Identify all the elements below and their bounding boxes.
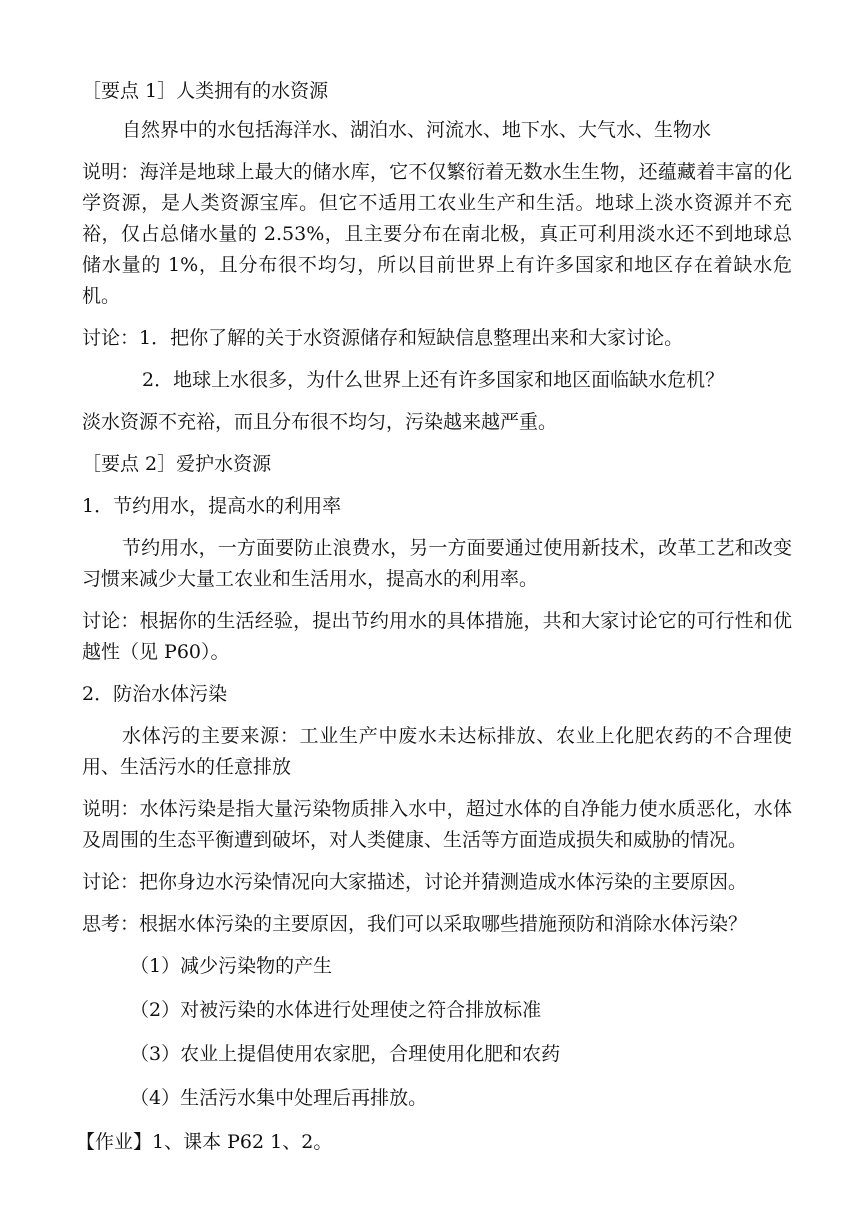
section2-note: 说明：水体污染是指大量污染物质排入水中，超过水体的自净能力使水质恶化，水体及周围的生态平衡遭到破坏，对人类健康、生活等方面造成损失和威胁的情况。	[82, 798, 792, 851]
measure-item: （4）生活污水集中处理后再排放。	[130, 1087, 428, 1109]
homework-line	[76, 1127, 792, 1158]
discuss1-answer: 淡水资源不充裕，而且分布很不均匀，污染越来越严重。	[82, 411, 558, 433]
homework-label: 【作业】	[76, 1131, 153, 1153]
section2-discuss: 讨论：把你身边水污染情况向大家描述，讨论并猜测造成水体污染的主要原因。	[82, 871, 748, 893]
discuss1-question2: 2．地球上水很多，为什么世界上还有许多国家和地区面临缺水危机？	[142, 369, 725, 391]
point1-note: 说明：海洋是地球上最大的储水库，它不仅繁衍着无数水生生物，还蕴藏着丰富的化学资源，是人类资源宝库。但它不适用工农业生产和生活。地球上淡水资源并不充裕，仅占总储水量的 2.53%，且主要分布在南北极，真正可利用淡水还不到地球总储水量的 1%，且分布很不均匀，所以目前世界上有许多国家和地区存在着缺水危机。	[82, 161, 792, 307]
section1-title: 1．节约用水，提高水的利用率	[82, 495, 342, 517]
section2-sources: 水体污的主要来源：工业生产中废水未达标排放、农业上化肥农药的不合理使用、生活污水的任意排放	[82, 725, 792, 778]
discuss1-question1: 讨论：1．把你了解的关于水资源储存和短缺信息整理出来和大家讨论。	[82, 327, 684, 349]
point2-title: ［要点 2］爱护水资源	[82, 453, 272, 475]
section1-body: 节约用水，一方面要防止浪费水，另一方面要通过使用新技术，改革工艺和改变习惯来减少大量工农业和生活用水，提高水的利用率。	[82, 537, 792, 590]
point1-title: ［要点 1］人类拥有的水资源	[82, 80, 329, 102]
point1-intro: 自然界中的水包括海洋水、湖泊水、河流水、地下水、大气水、生物水	[122, 119, 712, 141]
section2-title: 2．防治水体污染	[82, 683, 228, 705]
measure-item: （3）农业上提倡使用农家肥，合理使用化肥和农药	[130, 1043, 561, 1065]
section1-discuss: 讨论：根据你的生活经验，提出节约用水的具体措施，共和大家讨论它的可行性和优越性（见 P60）。	[82, 610, 792, 663]
measure-item: （1）减少污染物的产生	[130, 955, 333, 977]
homework-text: 1、课本 P62 1、2。	[152, 1131, 333, 1153]
section2-think: 思考：根据水体污染的主要原因，我们可以采取哪些措施预防和消除水体污染？	[82, 913, 748, 935]
measure-item: （2）对被污染的水体进行处理使之符合排放标准	[130, 999, 542, 1021]
